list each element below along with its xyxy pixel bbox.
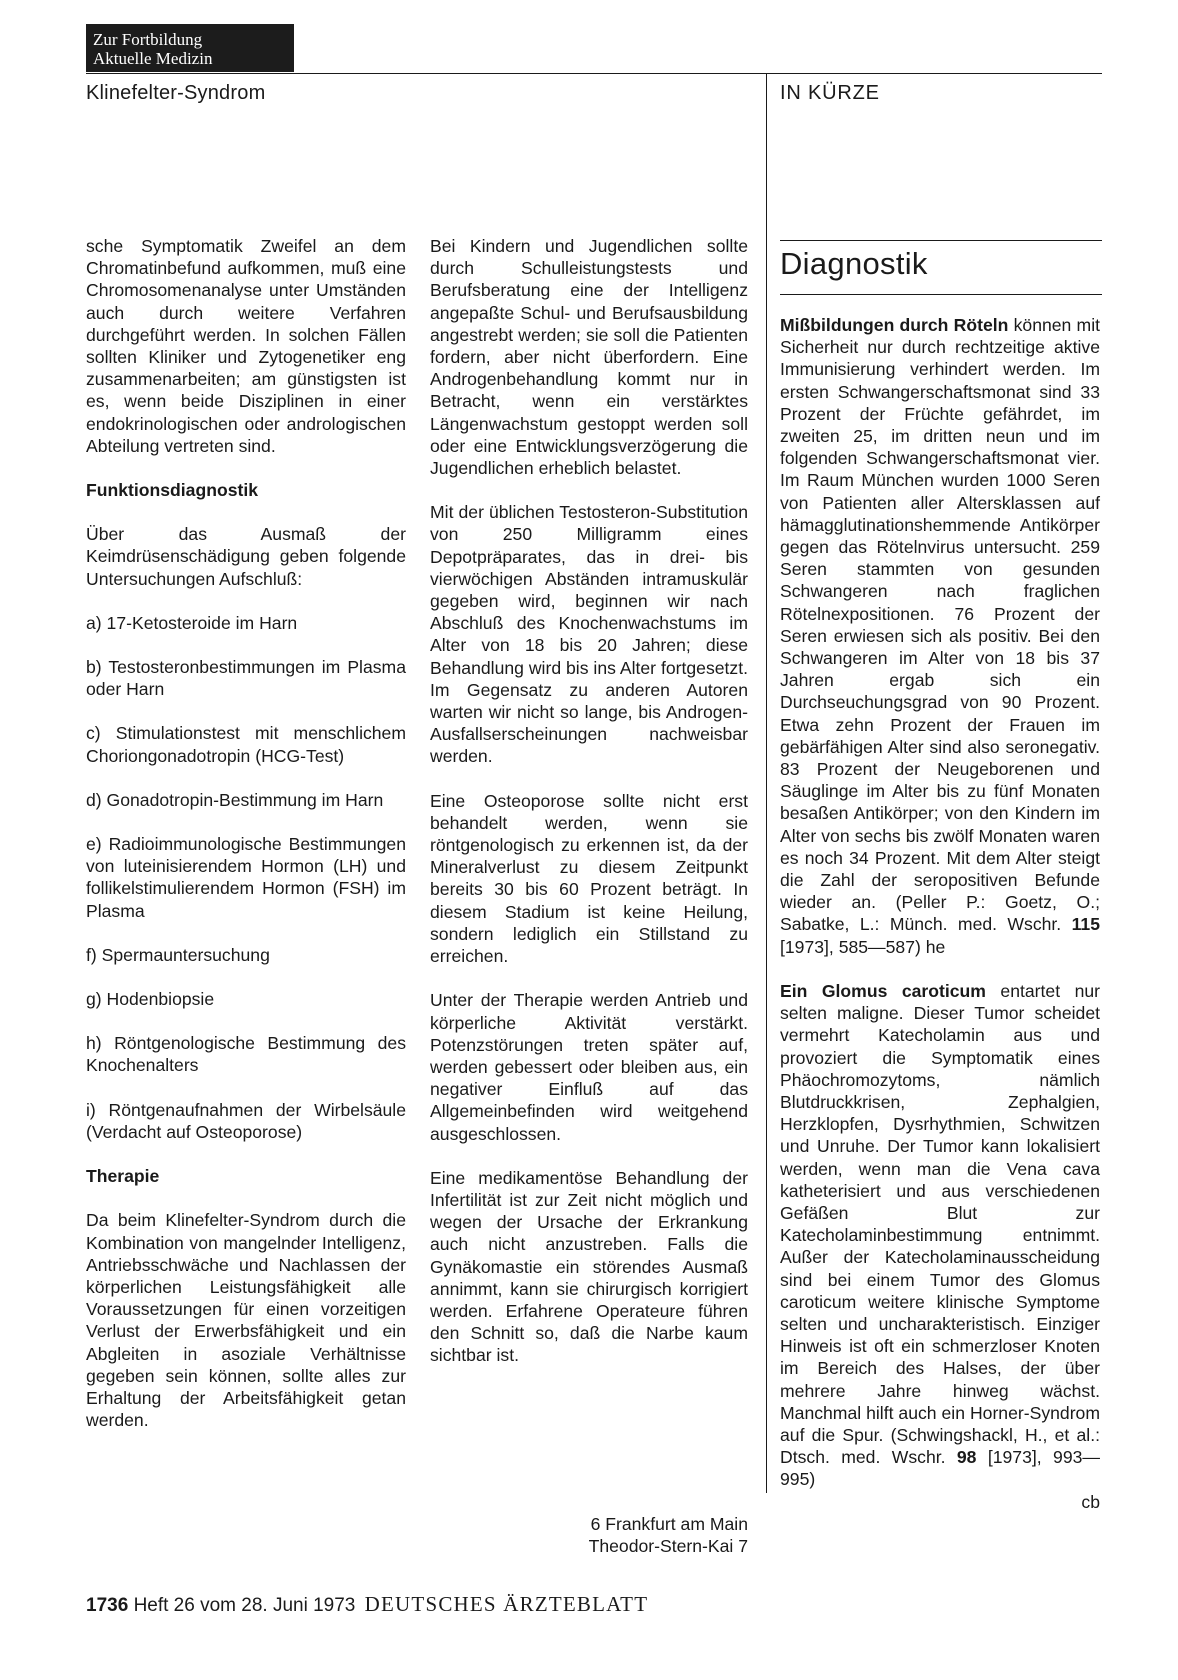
list-item: d) Gonadotropin-Bestimmung im Harn [86,789,384,810]
address-line-2: Theodor-Stern-Kai 7 [588,1536,748,1557]
news-item-glomus [780,980,1100,1491]
column-3 [780,314,1100,1513]
news-item-roeteln [780,314,1100,958]
paragraph: Über das Ausmaß der Keimdrüsenschädigung geben folgende Untersuchungen Aufschluß: [86,524,406,589]
journal-volume: 98 [956,1447,977,1468]
news-citation: [1973], 993—995) [780,1447,1100,1490]
list-item: c) Stimulationstest mit menschlichem Choriongonadotropin (HCG-Test) [86,723,406,766]
paragraph: Da beim Klinefelter-Syndrom durch die Kombination von mangelnder Intelligenz, Antriebsschwäche und Nachlassen der körperlichen Leistungsfähigkeit alle Voraussetzungen für einen vorzeitigen Verlust der Erwerbsfähigkeit und ein Abgleiten in asoziale Verhältnisse gegeben sein können, sollte alles zur Erhaltung der Arbeitsfähigkeit getan werden. [86,1210,406,1431]
heading-therapie: Therapie [86,1166,160,1187]
series-label-line2: Aktuelle Medizin [93,49,213,68]
running-head: Klinefelter-Syndrom [86,82,266,104]
paragraph: Unter der Therapie werden Antrieb und körperliche Aktivität verstärkt. Potenzstörungen treten später auf, werden gebessert oder bleiben aus, ein negativer Einfluß auf das Allgemeinbefinden wird weitgehend ausgeschlossen. [430,990,748,1144]
paragraph: Eine Osteoporose sollte nicht erst behandelt werden, wenn sie röntgenologisch zu erkennen ist, da der Mineralverlust zu diesem Zeitpunkt bereits 30 bis 60 Prozent beträgt. In diesem Stadium ist keine Heilung, sondern lediglich ein Stillstand zu erreichen. [430,790,748,967]
news-lead: Mißbildungen durch Röteln [780,315,1009,335]
list-item: e) Radioimmunologische Bestimmungen von luteinisierendem Hormon (LH) und follikelstimulierendem Hormon (FSH) im Plasma [86,834,406,921]
list-item: g) Hodenbiopsie [86,989,215,1010]
column-divider [766,73,767,1493]
magazine-name: DEUTSCHES ÄRZTEBLATT [364,1592,649,1616]
diagnostik-title: Diagnostik [780,246,928,281]
column-1 [86,235,406,1453]
series-label-line1: Zur Fortbildung [93,30,203,49]
heading-funktionsdiagnostik: Funktionsdiagnostik [86,480,259,501]
series-label [86,24,294,72]
news-text: können mit Sicherheit nur durch rechtzeitige aktive Immunisierung verhindert werden. Im ersten Schwangerschaftsmonat sind 33 Prozent der Früchte gefährdet, im zweiten 25, im dritten neun und im folgenden Schwangerschaftsmonat vier. Im Raum München wurden 1000 Seren von Patienten aller Altersklassen auf hämagglutinationshemmende Antikörper gegen das Rötelnvirus untersucht. 259 Seren stammten von gesunden Schwangeren nach fraglichen Rötelnexpositionen. 76 Prozent der Seren erwiesen sich als positiv. Bei den Schwangeren im Alter von 18 bis 37 Jahren ergab sich ein Durchseuchungsgrad von 90 Prozent. Etwa zehn Prozent der Frauen im gebärfähigen Alter sind also seronegativ. 83 Prozent der Neugeborenen und Säuglinge im Alter bis zu fünf Monaten besaßen Antikörper; von den Kindern im Alter von sechs bis zwölf Monaten waren es noch 34 Prozent. Mit dem Alter steigt die Zahl der seropositiven Befunde wieder an. (Peller P.: Goetz, O.; Sabatke, L.: Münch. med. Wschr. [780,315,1101,935]
news-lead: Ein Glomus caroticum [780,980,986,1001]
header-rule [86,73,1102,74]
exam-list [86,612,406,1143]
page-footer [86,1592,648,1618]
list-item: i) Röntgenaufnahmen der Wirbelsäule (Verdacht auf Osteoporose) [86,1099,406,1142]
page-number: 1736 [86,1595,129,1616]
journal-volume: 115 [1071,914,1100,935]
list-item: f) Spermauntersuchung [86,944,270,965]
column-2 [430,235,748,1389]
paragraph: Mit der üblichen Testosteron-Substitution von 250 Milligramm eines Depotpräparates, das in drei- bis vierwöchigen Abständen intramuskulär gegeben wird, beginnen wir nach Abschluß des Knochenwachstums im Alter von 18 bis 20 Jahren; diese Behandlung wird bis ins Alter fortgesetzt. Im Gegensatz zu anderen Autoren warten wir nicht so lange, bis Androgen-Ausfallserscheinungen nachweisbar werden. [430,502,748,767]
section-head: IN KÜRZE [780,82,880,104]
paragraph: Bei Kindern und Jugendlichen sollte durch Schulleistungstests und Berufsberatung eine der Intelligenz angepaßte Schul- und Berufsausbildung angestrebt werden; sie soll die Patienten fordern, aber nicht überfordern. Eine Androgenbehandlung kommt nur in Betracht, wenn ein verstärktes Längenwachstum gestoppt werden soll oder eine Entwicklungsverzögerung die Jugendlichen erheblich belastet. [430,236,748,479]
paragraph: Eine medikamentöse Behandlung der Infertilität ist zur Zeit nicht möglich und wegen der Ursache der Erkrankung auch nicht anzustreben. Falls die Gynäkomastie ein störendes Ausmaß annimmt, kann sie chirurgisch korrigiert werden. Erfahrene Operateure führen den Schnitt so, daß die Narbe kaum sichtbar ist. [430,1167,748,1366]
author-address [430,1513,748,1557]
address-line-1: 6 Frankfurt am Main [590,1514,748,1534]
paragraph: sche Symptomatik Zweifel an dem Chromatinbefund aufkommen, muß eine Chromosomenanalyse unter Umständen auch durch weitere Verfahren durchgeführt werden. In solchen Fällen sollten Kliniker und Zytogenetiker eng zusammenarbeiten; am günstigsten ist es, wenn beide Disziplinen in einer endokrinologischen oder andrologischen Abteilung vertreten sind. [86,236,406,456]
news-citation: [1973], 585—587) he [780,936,946,957]
diagnostik-top-rule [780,240,1102,241]
list-item: b) Testosteronbestimmungen im Plasma oder Harn [86,657,406,700]
issue-info: Heft 26 vom 28. Juni 1973 [133,1595,356,1616]
list-item: h) Röntgenologische Bestimmung des Knochenalters [86,1033,406,1076]
diagnostik-bottom-rule [780,294,1102,295]
news-text: entartet nur selten maligne. Dieser Tumor scheidet vermehrt Katecholamin aus und provoziert die Symptomatik eines Phäochromozytoms, nämlich Blutdruckkrisen, Zephalgien, Herzklopfen, Dysrhythmien, Schwitzen und Unruhe. Der Tumor kann lokalisiert werden, wenn man die Vena cava katheterisiert und aus verschiedenen Gefäßen Blut zur Katecholaminbestimmung entnimmt. Außer der Katecholaminausscheidung sind bei einem Tumor des Glomus caroticum weitere klinische Symptome selten und uncharakteristisch. Einziger Hinweis ist oft ein schmerzloser Knoten im Bereich des Halses, der über mehrere Jahre hinweg wächst. Manchmal hilft auch ein Horner-Syndrom auf die Spur. (Schwingshackl, H., et al.: Dtsch. med. Wschr. [780,980,1100,1468]
author-initials: cb [1081,1491,1100,1512]
list-item: a) 17-Ketosteroide im Harn [86,612,298,633]
